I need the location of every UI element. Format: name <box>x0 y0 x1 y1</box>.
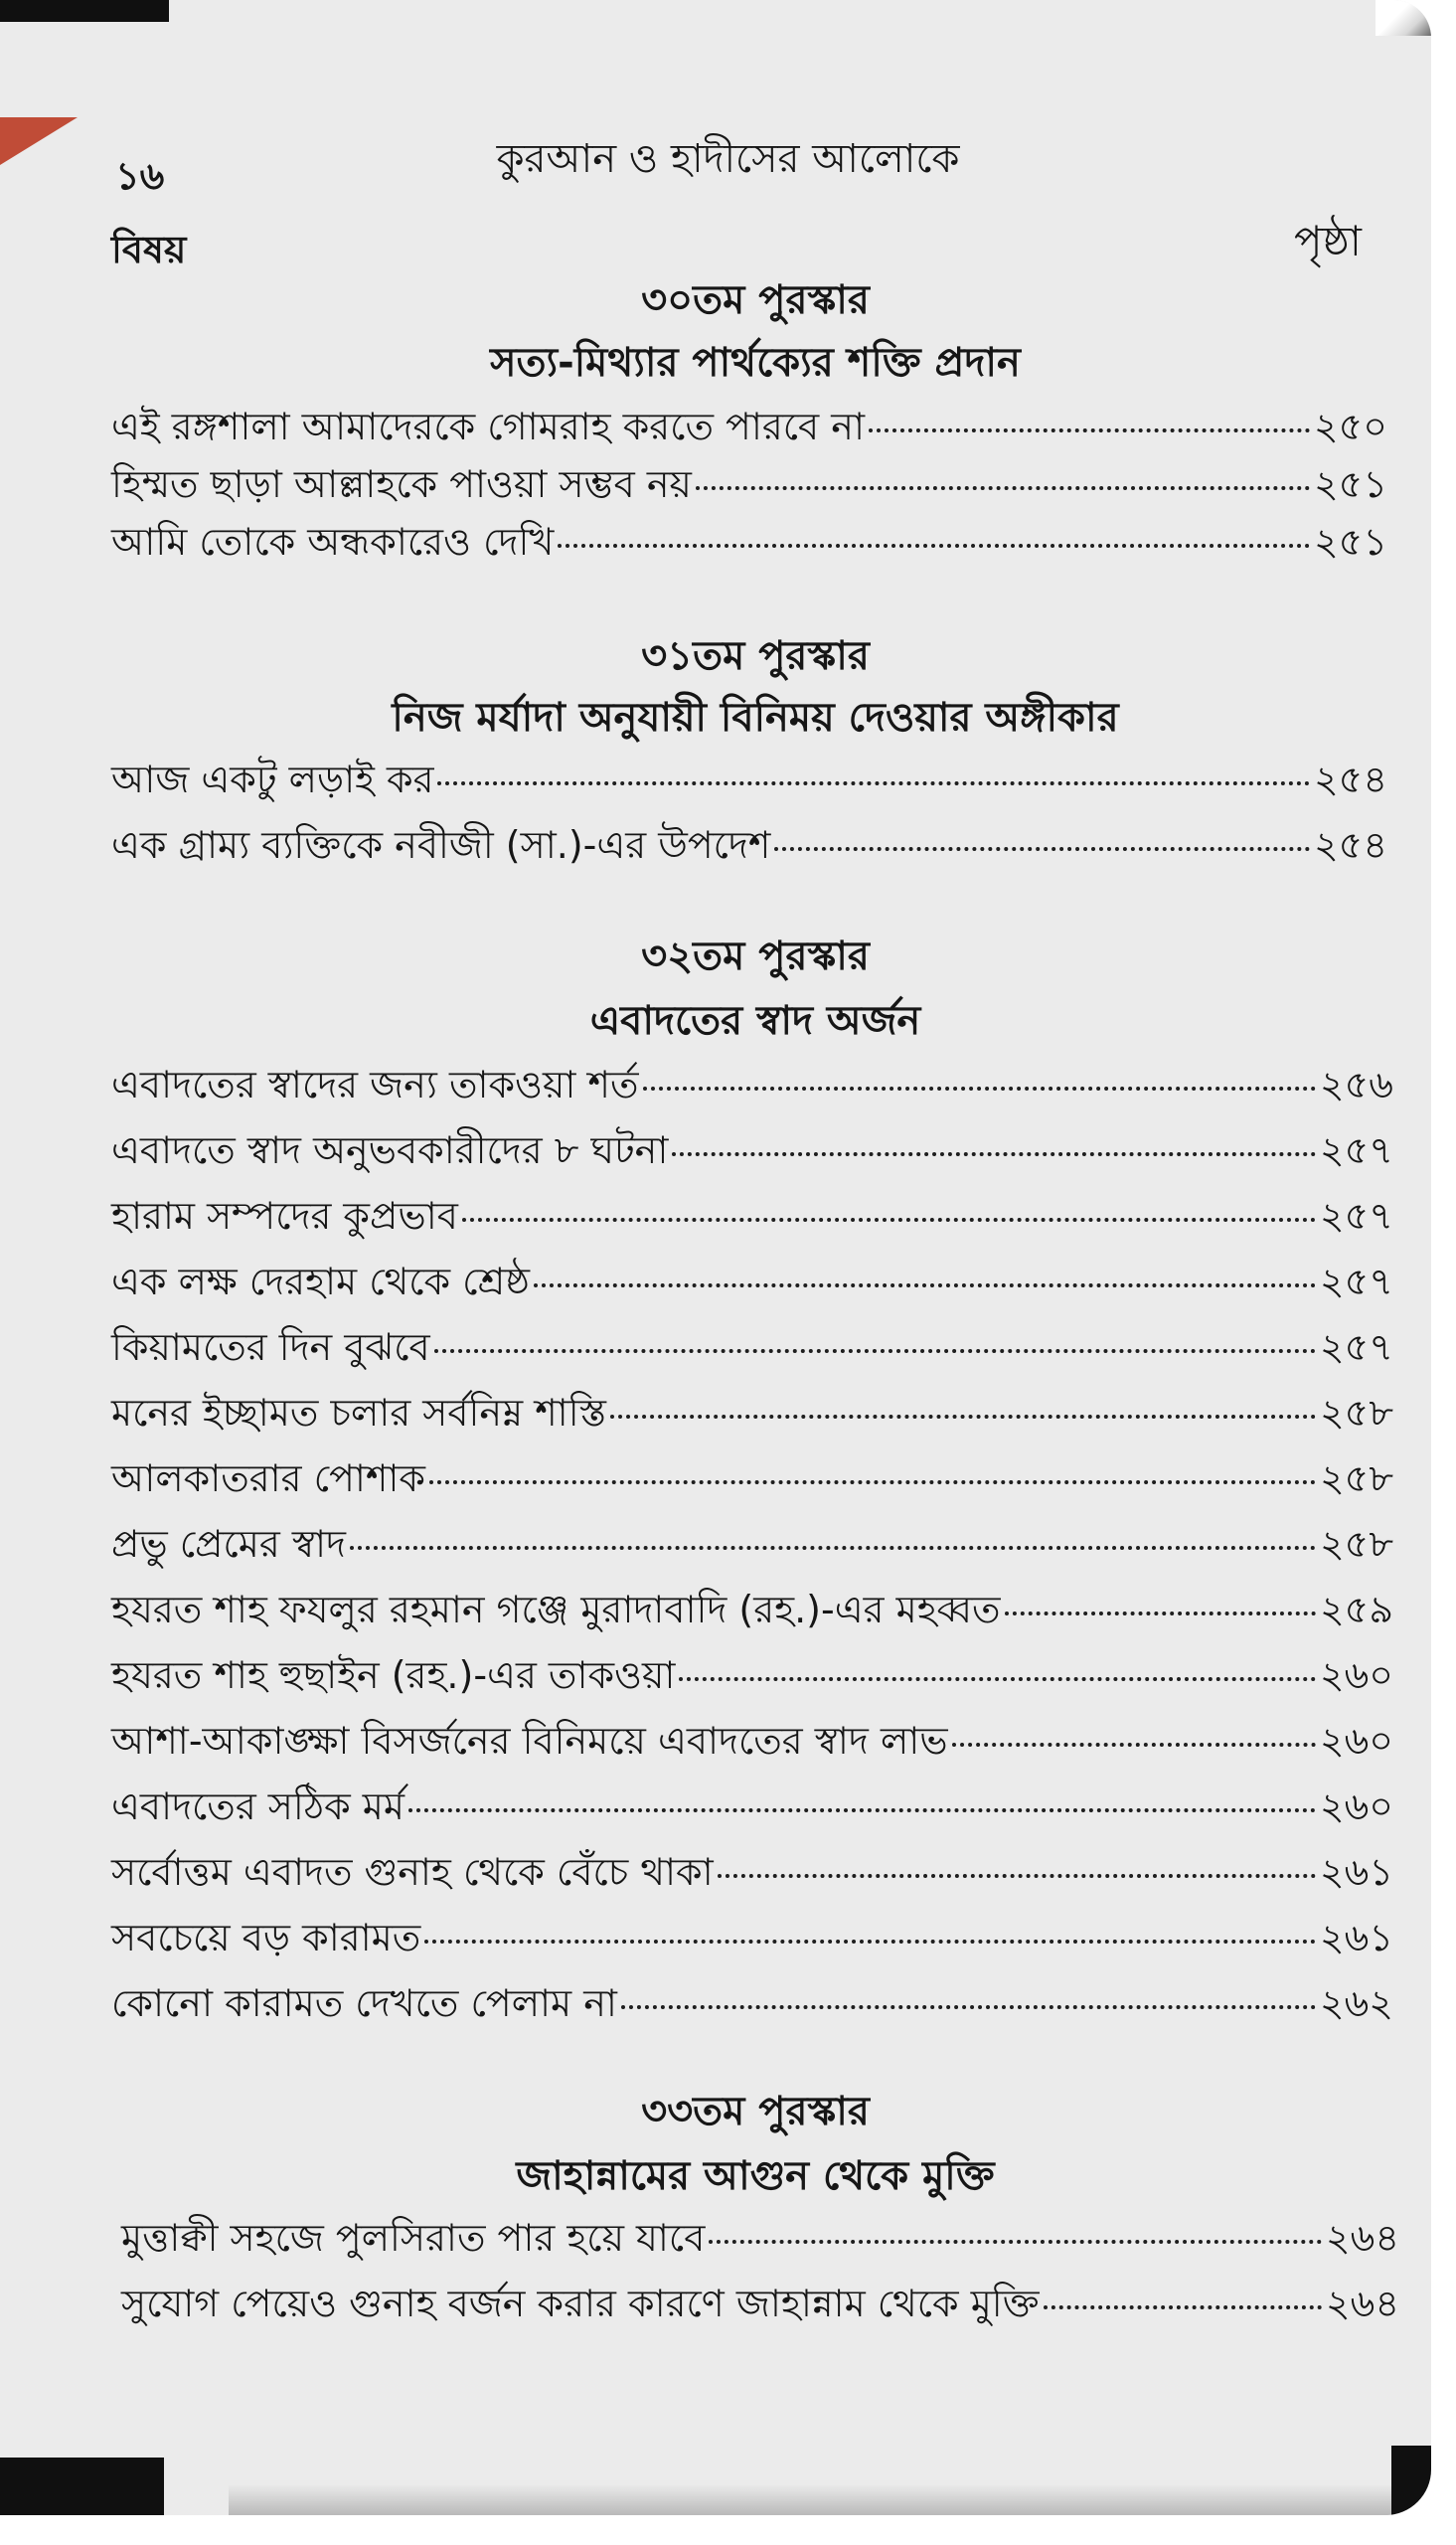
toc-entry <box>111 1778 1393 1843</box>
dot-leader <box>408 1808 1316 1812</box>
dot-leader <box>1005 1612 1316 1615</box>
dot-leader <box>534 1283 1316 1287</box>
toc-entry <box>111 1974 1393 2040</box>
toc-entry <box>111 1515 1393 1581</box>
toc-entry-text: হারাম সম্পদের কুপ্রভাব <box>111 1194 458 1238</box>
toc-entry <box>121 2275 1399 2340</box>
toc-entry-page: ২৬৪ <box>1325 2216 1399 2260</box>
toc-entry-text: আজ একটু লড়াই কর <box>111 758 434 801</box>
dot-leader <box>558 544 1310 548</box>
toc-list <box>111 1056 1393 2040</box>
toc-entry-text: সবচেয়ে বড় কারামত <box>111 1916 421 1959</box>
toc-entry-text: সুযোগ পেয়েও গুনাহ বর্জন করার কারণে জাহান্নাম থেকে মুক্তি <box>121 2282 1040 2325</box>
toc-entry <box>111 398 1387 455</box>
toc-entry <box>111 1843 1393 1909</box>
toc-entry-page: ২৫৪ <box>1313 758 1387 801</box>
toc-entry-text: এক গ্রাম্য ব্যক্তিকে নবীজী (সা.)-এর উপদেশ <box>111 823 771 867</box>
column-heading-topic: বিষয় <box>111 228 187 271</box>
section-title: ৩৩তম পুরস্কার <box>641 2089 870 2134</box>
toc-entry <box>111 455 1387 513</box>
toc-entry-text: আমি তোকে অন্ধকারেও দেখি <box>111 520 555 564</box>
toc-entry-text: এবাদতের স্বাদের জন্য তাকওয়া শর্ত <box>111 1063 639 1106</box>
scan-edge-shadow-bottom-right <box>1391 2446 1431 2515</box>
toc-list <box>111 751 1387 874</box>
toc-entry-text: এবাদতের সঠিক মর্ম <box>111 1784 404 1828</box>
toc-entry-page: ২৬০ <box>1319 1719 1393 1763</box>
toc-entry <box>111 513 1387 571</box>
dot-leader <box>643 1087 1316 1091</box>
toc-entry <box>111 1056 1393 1121</box>
scan-edge-shadow-bottom-left <box>0 2458 164 2515</box>
toc-entry-page: ২৫১ <box>1313 520 1387 564</box>
toc-entry-page: ২৫৮ <box>1319 1522 1393 1566</box>
section-title: ৩০তম পুরস্কার <box>641 277 870 323</box>
section-title: ৩২তম পুরস্কার <box>641 933 870 979</box>
toc-entry-text: হযরত শাহ হুছাইন (রহ.)-এর তাকওয়া <box>111 1653 676 1697</box>
toc-entry-text: হিম্মত ছাড়া আল্লাহকে পাওয়া সম্ভব নয় <box>111 462 692 506</box>
scan-edge-shadow-top-right <box>1375 0 1431 36</box>
toc-entry-page: ২৬০ <box>1319 1784 1393 1828</box>
dot-leader <box>424 1940 1316 1944</box>
toc-entry-text: কোনো কারামত দেখতে পেলাম না <box>111 1981 617 2025</box>
toc-entry-page: ২৫৬ <box>1319 1063 1393 1106</box>
toc-entry-page: ২৫৭ <box>1319 1194 1393 1238</box>
dot-leader <box>774 847 1310 851</box>
section-subtitle: সত্য-মিথ্যার পার্থক্যের শক্তি প্রদান <box>490 340 1021 386</box>
dot-leader <box>434 1349 1316 1353</box>
dot-leader <box>462 1218 1316 1222</box>
toc-entry-page: ২৬০ <box>1319 1653 1393 1697</box>
toc-entry-page: ২৫৮ <box>1319 1456 1393 1500</box>
toc-entry-page: ২৫৭ <box>1319 1128 1393 1172</box>
dot-leader <box>952 1743 1316 1747</box>
toc-entry-text: মুত্তাক্বী সহজে পুলসিরাত পার হয়ে যাবে <box>121 2216 706 2260</box>
running-title: কুরআন ও হাদীসের আলোকে <box>496 136 960 182</box>
dot-leader <box>672 1152 1316 1156</box>
page-number: ১৬ <box>115 154 165 198</box>
section-subtitle: এবাদতের স্বাদ অর্জন <box>589 998 921 1044</box>
toc-entry-page: ২৫৭ <box>1319 1260 1393 1303</box>
dot-leader <box>621 2005 1316 2009</box>
toc-entry <box>111 1121 1393 1187</box>
toc-entry-text: কিয়ামতের দিন বুঝবে <box>111 1325 430 1369</box>
section-title: ৩১তম পুরস্কার <box>641 633 870 679</box>
toc-entry <box>111 816 1387 874</box>
dot-leader <box>679 1677 1315 1681</box>
dot-leader <box>709 2240 1322 2244</box>
toc-entry-text: আশা-আকাঙ্ক্ষা বিসর্জনের বিনিময়ে এবাদতের স্বাদ লাভ <box>111 1719 948 1763</box>
toc-entry <box>111 1909 1393 1974</box>
toc-entry-text: প্রভু প্রেমের স্বাদ <box>111 1522 346 1566</box>
toc-entry-page: ২৬১ <box>1319 1916 1393 1959</box>
scan-edge-shadow-bottom <box>229 2485 1391 2515</box>
toc-entry-page: ২৫০ <box>1313 405 1387 448</box>
dot-leader <box>718 1874 1316 1878</box>
toc-entry-page: ২৬২ <box>1319 1981 1393 2025</box>
toc-entry-text: এবাদতে স্বাদ অনুভবকারীদের ৮ ঘটনা <box>111 1128 669 1172</box>
dot-leader <box>869 428 1310 432</box>
section-subtitle: জাহান্নামের আগুন থেকে মুক্তি <box>516 2153 995 2199</box>
toc-entry-text: হযরত শাহ ফযলুর রহমান গঞ্জে মুরাদাবাদি (রহ.)-এর মহব্বত <box>111 1588 1001 1631</box>
toc-entry-text: এক লক্ষ দেরহাম থেকে শ্রেষ্ঠ <box>111 1260 530 1303</box>
toc-entry-page: ২৫৪ <box>1313 823 1387 867</box>
toc-entry-text: এই রঙ্গশালা আমাদেরকে গোমরাহ করতে পারবে না <box>111 405 865 448</box>
toc-entry <box>111 1253 1393 1318</box>
toc-entry <box>121 2209 1399 2275</box>
toc-entry <box>111 1449 1393 1515</box>
scan-edge-shadow-top-left <box>0 0 169 22</box>
toc-entry-page: ২৫৭ <box>1319 1325 1393 1369</box>
dot-leader <box>437 781 1309 785</box>
toc-entry <box>111 1318 1393 1384</box>
dot-leader <box>429 1480 1316 1484</box>
toc-entry-page: ২৫১ <box>1313 462 1387 506</box>
toc-entry <box>111 1384 1393 1449</box>
dot-leader <box>1044 2305 1322 2309</box>
section-subtitle: নিজ মর্যাদা অনুযায়ী বিনিময় দেওয়ার অঙ্গীকার <box>392 695 1119 741</box>
column-heading-page: পৃষ্ঠা <box>1293 217 1362 265</box>
toc-entry <box>111 1712 1393 1778</box>
toc-entry-page: ২৫৮ <box>1319 1391 1393 1435</box>
dot-leader <box>350 1546 1316 1550</box>
toc-entry-text: মনের ইচ্ছামত চলার সর্বনিম্ন শাস্তি <box>111 1391 606 1435</box>
dot-leader <box>696 486 1310 490</box>
dot-leader <box>610 1415 1316 1419</box>
toc-entry <box>111 1646 1393 1712</box>
toc-entry <box>111 1187 1393 1253</box>
toc-entry <box>111 1581 1393 1646</box>
toc-list <box>111 398 1387 571</box>
toc-entry-page: ২৬৪ <box>1325 2282 1399 2325</box>
toc-entry <box>111 751 1387 816</box>
toc-entry-text: সর্বোত্তম এবাদত গুনাহ থেকে বেঁচে থাকা <box>111 1850 714 1894</box>
toc-entry-page: ২৫৯ <box>1319 1588 1393 1631</box>
toc-list <box>121 2209 1399 2340</box>
toc-entry-page: ২৬১ <box>1319 1850 1393 1894</box>
toc-entry-text: আলকাতরার পোশাক <box>111 1456 425 1500</box>
